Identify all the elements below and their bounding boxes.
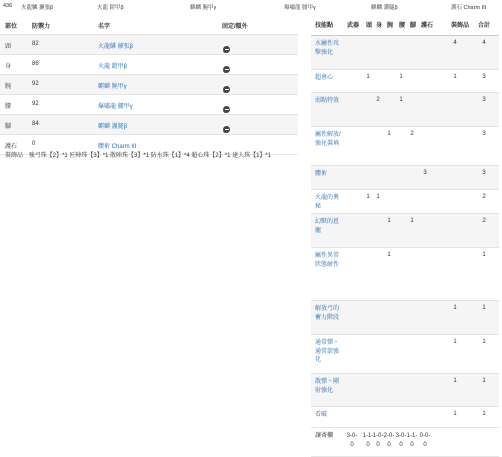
skill-points-cell: 2 xyxy=(410,131,414,137)
summary-head[interactable]: 火龍鱗 擴張β xyxy=(21,5,54,11)
charm-name-link[interactable]: 體術 Charm III xyxy=(98,144,137,150)
skills-table xyxy=(311,15,499,457)
skill-points-cell: 1 xyxy=(453,378,457,384)
summary-waist[interactable]: 爆嘯龍 腰甲γ xyxy=(284,5,316,11)
remove-icon[interactable] xyxy=(223,126,230,133)
skill-points-cell: 3 xyxy=(482,170,486,176)
slot-total-cell: 1-1-0 xyxy=(406,433,418,448)
header-part: 部位 xyxy=(5,24,18,30)
part-label: 腰 xyxy=(5,104,12,110)
part-label: 身 xyxy=(5,64,12,70)
defense-value: 92 xyxy=(32,81,39,87)
skills-header-row xyxy=(311,15,499,36)
summary-charm[interactable]: 護石 Charm III xyxy=(451,5,487,11)
equipment-table xyxy=(0,15,298,159)
decorations-line xyxy=(5,150,271,159)
skill-row xyxy=(311,335,499,374)
summary-legs[interactable]: 麒麟 護腿β xyxy=(371,5,398,11)
decorations-text: 強弓珠【2】*1 匠陣珠【3】*1 散陣珠【3】*1 防水珠【1】*4 超心珠【2】*1 達人珠【1】*1 xyxy=(28,153,272,159)
skill-points-cell: 1 xyxy=(453,74,457,80)
skill-points-cell: 1 xyxy=(387,252,391,258)
skill-row xyxy=(311,374,499,407)
slot-total-cell: 3-0-0 xyxy=(346,433,358,448)
skill-name-link[interactable]: 體術 xyxy=(315,171,328,177)
header-head: 頭 xyxy=(366,23,373,29)
skill-row xyxy=(311,127,499,166)
skill-points-cell: 1 xyxy=(399,74,403,80)
defense-value: 0 xyxy=(32,141,36,147)
armor-name-link[interactable]: 火龍鱗 擴張β xyxy=(98,44,134,50)
armor-name-link[interactable]: 火龍 鎧甲β xyxy=(98,64,128,70)
skill-row xyxy=(311,214,499,248)
header-skill: 技能點 xyxy=(315,23,334,29)
skill-name-link[interactable]: 幻獸的恩寵 xyxy=(315,219,340,234)
part-label: 護石 xyxy=(5,144,18,150)
armor-name-link[interactable]: 麒麟 護腿β xyxy=(98,124,128,130)
skill-points-cell: 1 xyxy=(410,218,414,224)
slot-total-cell: 1-0-0 xyxy=(372,433,384,448)
skill-row xyxy=(311,93,499,127)
equipment-row-head xyxy=(0,35,298,55)
slots-total-row xyxy=(311,428,499,457)
skill-points-cell: 1 xyxy=(387,218,391,224)
skill-name-link[interactable]: 火龍的奧秘 xyxy=(315,195,340,210)
header-arm: 腕 xyxy=(387,23,394,29)
defense-value: 84 xyxy=(32,121,39,127)
skill-row xyxy=(311,70,499,93)
skill-name-link[interactable]: 超會心 xyxy=(315,75,334,81)
equipment-row-body xyxy=(0,55,298,75)
skill-points-cell: 1 xyxy=(482,411,486,417)
skill-points-cell: 2 xyxy=(376,97,380,103)
skill-points-cell: 3 xyxy=(482,74,486,80)
skill-points-cell: 1 xyxy=(453,305,457,311)
defense-value: 86 xyxy=(32,61,39,67)
skill-row xyxy=(311,407,499,428)
skill-points-cell: 1 xyxy=(482,305,486,311)
skill-row xyxy=(311,301,499,335)
slot-total-cell: 3-0-0 xyxy=(395,433,407,448)
skill-points-cell: 1 xyxy=(399,97,403,103)
skill-row xyxy=(311,166,499,190)
slot-total-cell: 1-1-0 xyxy=(362,433,374,448)
summary-body[interactable]: 火龍 鎧甲β xyxy=(97,5,124,11)
skill-points-cell: 3 xyxy=(482,131,486,137)
defense-value: 82 xyxy=(32,41,39,47)
summary-arm[interactable]: 麒麟 腕甲γ xyxy=(190,5,217,11)
skill-points-cell: 1 xyxy=(482,378,486,384)
skill-points-cell: 1 xyxy=(453,411,457,417)
header-weapon: 武器 xyxy=(347,23,360,29)
equipment-row-waist xyxy=(0,95,298,115)
header-name: 名字 xyxy=(98,24,111,30)
remove-icon[interactable] xyxy=(223,106,230,113)
skill-name-link[interactable]: 屬性異常狀態耐性 xyxy=(315,253,340,268)
header-legs: 腳 xyxy=(410,23,417,29)
skill-name-link[interactable]: 弱點特效 xyxy=(315,98,340,104)
armor-name-link[interactable]: 麒麟 腕甲γ xyxy=(98,84,127,90)
skill-name-link[interactable]: 看破 xyxy=(315,412,328,418)
equipment-row-arm xyxy=(0,75,298,95)
remove-icon[interactable] xyxy=(223,66,230,73)
skill-points-cell: 1 xyxy=(453,339,457,345)
remove-icon[interactable] xyxy=(223,86,230,93)
skill-points-cell: 4 xyxy=(482,40,486,46)
skill-points-cell: 3 xyxy=(423,170,427,176)
header-waist: 腰 xyxy=(399,23,406,29)
equipment-row-legs xyxy=(0,115,298,135)
skill-name-link[interactable]: 散彈・剛射強化 xyxy=(315,379,340,394)
skill-row xyxy=(311,190,499,214)
skill-points-cell: 1 xyxy=(366,194,370,200)
skill-points-cell: 1 xyxy=(482,339,486,345)
skill-points-cell: 4 xyxy=(453,40,457,46)
slot-total-cell: 2-0-0 xyxy=(383,433,395,448)
part-label: 腕 xyxy=(5,84,12,90)
part-label: 腳 xyxy=(5,124,12,130)
skill-points-cell: 2 xyxy=(482,218,486,224)
skill-points-cell: 1 xyxy=(482,252,486,258)
slots-total-label: 讓斎欄 xyxy=(315,433,334,439)
skill-points-cell: 1 xyxy=(387,131,391,137)
header-defense: 防禦力 xyxy=(32,24,51,30)
header-fixed-extra: 固定/額外 xyxy=(222,24,248,30)
skill-name-link[interactable]: 解放弓的蓄力階段 xyxy=(315,306,340,321)
slot-total-cell: 0-0-0 xyxy=(419,433,431,448)
decorations-label: 裝飾品 xyxy=(5,153,24,159)
top-summary-bar xyxy=(0,0,502,12)
header-body: 身 xyxy=(376,23,383,29)
skill-name-link[interactable]: 通常彈・通常箭強化 xyxy=(315,340,340,363)
skill-name-link[interactable]: 屬性解放/強化裝填 xyxy=(315,132,341,147)
result-count: 436 xyxy=(3,3,13,9)
skill-points-cell: 1 xyxy=(366,74,370,80)
header-charm: 護石 xyxy=(421,23,434,29)
skill-name-link[interactable]: 水屬性攻擊強化 xyxy=(315,41,340,56)
equipment-header-row xyxy=(0,15,298,35)
skill-points-cell: 2 xyxy=(482,194,486,200)
remove-icon[interactable] xyxy=(223,46,230,53)
skill-row xyxy=(311,36,499,70)
armor-name-link[interactable]: 爆嘯龍 腰甲γ xyxy=(98,104,133,110)
skill-points-cell: 1 xyxy=(376,194,380,200)
header-total: 合計 xyxy=(478,23,491,29)
part-label: 頭 xyxy=(5,44,12,50)
defense-value: 92 xyxy=(32,101,39,107)
skill-points-cell: 3 xyxy=(482,97,486,103)
skill-row xyxy=(311,248,499,301)
header-decorations: 裝飾品 xyxy=(451,23,470,29)
